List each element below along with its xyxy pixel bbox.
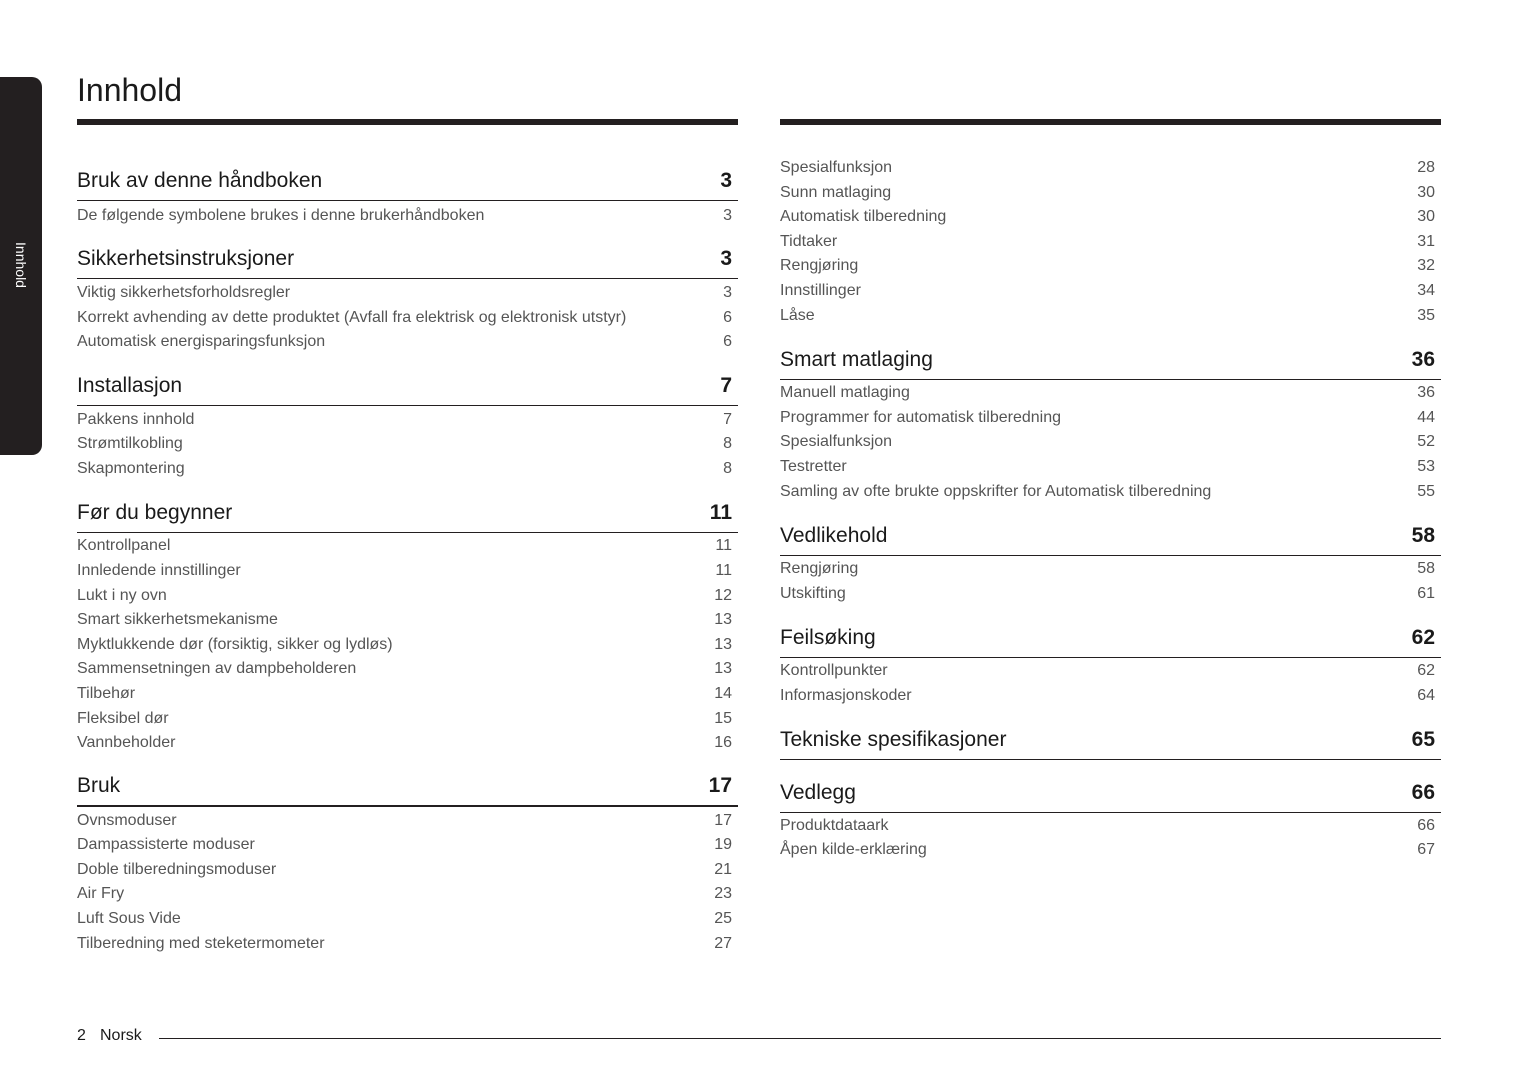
toc-item-page: 13 <box>714 611 732 628</box>
toc-item-title: Fleksibel dør <box>77 710 169 727</box>
toc-section-page: 7 <box>720 374 732 397</box>
toc-item[interactable] <box>780 181 1441 205</box>
toc-item[interactable] <box>780 455 1441 479</box>
toc-section-heading[interactable] <box>780 620 1441 658</box>
toc-item-page: 13 <box>714 636 732 653</box>
title-rule-right <box>780 119 1441 125</box>
toc-section-page: 36 <box>1411 348 1435 371</box>
toc-item[interactable] <box>780 254 1441 278</box>
toc-item-title: Innstillinger <box>780 282 861 299</box>
toc-item-title: Tilbehør <box>77 685 136 702</box>
toc-item[interactable] <box>780 684 1441 708</box>
toc-item-title: Sammensetningen av dampbeholderen <box>77 660 357 677</box>
toc-item-page: 15 <box>714 710 732 727</box>
toc-item-page: 34 <box>1417 282 1435 299</box>
footer-rule <box>159 1038 1441 1039</box>
toc-item-page: 30 <box>1417 208 1435 225</box>
toc-item-page: 61 <box>1417 585 1435 602</box>
toc-item-page: 17 <box>714 812 732 829</box>
toc-item[interactable] <box>780 480 1441 504</box>
toc-item-page: 31 <box>1417 233 1435 250</box>
toc-item-title: Air Fry <box>77 885 125 902</box>
toc-item[interactable] <box>780 381 1441 405</box>
title-rule-left <box>77 119 738 125</box>
toc-item[interactable] <box>77 608 738 632</box>
toc-item-title: Testretter <box>780 458 847 475</box>
toc-item[interactable] <box>780 406 1441 430</box>
toc-item-page: 8 <box>723 460 732 477</box>
toc-section-title: Før du begynner <box>77 501 233 524</box>
toc-item-page: 3 <box>723 207 732 224</box>
toc-section-heading[interactable] <box>780 342 1441 380</box>
toc-item[interactable] <box>77 858 738 882</box>
toc-item[interactable] <box>77 707 738 731</box>
page-title: Innhold <box>77 72 182 108</box>
toc-section-page: 65 <box>1411 728 1435 751</box>
toc-item-title: Myktlukkende dør (forsiktig, sikker og lydløs) <box>77 636 393 653</box>
toc-item[interactable] <box>77 306 738 330</box>
toc-section-title: Sikkerhetsinstruksjoner <box>77 247 295 270</box>
toc-section-heading[interactable] <box>780 722 1441 760</box>
toc-section-page: 66 <box>1411 781 1435 804</box>
toc-item-title: Spesialfunksjon <box>780 433 893 450</box>
toc-item-title: Automatisk tilberedning <box>780 208 947 225</box>
toc-item-title: Utskifting <box>780 585 846 602</box>
toc-item-title: Manuell matlaging <box>780 384 910 401</box>
toc-item[interactable] <box>77 584 738 608</box>
toc-item-page: 13 <box>714 660 732 677</box>
toc-item-title: Smart sikkerhetsmekanisme <box>77 611 278 628</box>
toc-item-title: Tilberedning med steketermometer <box>77 935 325 952</box>
toc-section-page: 62 <box>1411 626 1435 649</box>
toc-section-heading[interactable] <box>77 241 738 279</box>
toc-item[interactable] <box>77 534 738 558</box>
toc-section-heading[interactable] <box>77 495 738 533</box>
toc-item[interactable] <box>77 559 738 583</box>
toc-item[interactable] <box>77 657 738 681</box>
toc-item-title: Automatisk energisparingsfunksjon <box>77 333 326 350</box>
toc-item-page: 32 <box>1417 257 1435 274</box>
toc-item[interactable] <box>77 907 738 931</box>
toc-item[interactable] <box>780 814 1441 838</box>
toc-item[interactable] <box>780 230 1441 254</box>
toc-item-title: Innledende innstillinger <box>77 562 241 579</box>
toc-item[interactable] <box>780 304 1441 328</box>
toc-section-title: Installasjon <box>77 374 183 397</box>
toc-item-page: 19 <box>714 836 732 853</box>
toc-item-title: Vannbeholder <box>77 734 176 751</box>
toc-section-title: Bruk <box>77 774 121 797</box>
toc-item-title: Ovnsmoduser <box>77 812 177 829</box>
toc-item-title: Pakkens innhold <box>77 411 195 428</box>
toc-item-title: Viktig sikkerhetsforholdsregler <box>77 284 291 301</box>
toc-item-title: Lukt i ny ovn <box>77 587 167 604</box>
toc-item-page: 7 <box>723 411 732 428</box>
toc-item-title: Samling av ofte brukte oppskrifter for Automatisk tilberedning <box>780 483 1212 500</box>
toc-item-page: 14 <box>714 685 732 702</box>
toc-item[interactable] <box>77 457 738 481</box>
toc-item[interactable] <box>77 281 738 305</box>
toc-item-title: Kontrollpunkter <box>780 662 888 679</box>
toc-item[interactable] <box>77 204 738 228</box>
toc-item-page: 11 <box>715 537 732 554</box>
toc-item[interactable] <box>780 582 1441 606</box>
toc-item[interactable] <box>780 430 1441 454</box>
toc-item-page: 67 <box>1417 841 1435 858</box>
toc-item-title: Programmer for automatisk tilberedning <box>780 409 1062 426</box>
toc-item-page: 3 <box>723 284 732 301</box>
toc-item-title: Skapmontering <box>77 460 185 477</box>
toc-item-page: 27 <box>714 935 732 952</box>
toc-item-page: 6 <box>723 309 732 326</box>
toc-item-page: 6 <box>723 333 732 350</box>
toc-item[interactable] <box>780 156 1441 180</box>
toc-item-title: Låse <box>780 307 815 324</box>
toc-section-title: Tekniske spesifikasjoner <box>780 728 1007 751</box>
toc-section-heading[interactable] <box>77 368 738 406</box>
toc-item[interactable] <box>780 557 1441 581</box>
toc-item[interactable] <box>77 833 738 857</box>
toc-item-title: Strømtilkobling <box>77 435 183 452</box>
toc-section-heading[interactable] <box>780 775 1441 813</box>
toc-item-title: De følgende symbolene brukes i denne brukerhåndboken <box>77 207 485 224</box>
toc-item-title: Produktdataark <box>780 817 889 834</box>
toc-item-page: 53 <box>1417 458 1435 475</box>
toc-item-page: 52 <box>1417 433 1435 450</box>
toc-item-title: Åpen kilde-erklæring <box>780 841 927 858</box>
toc-section-title: Vedlegg <box>780 781 856 804</box>
toc-item[interactable] <box>77 633 738 657</box>
toc-item[interactable] <box>77 330 738 354</box>
toc-item-title: Doble tilberedningsmoduser <box>77 861 277 878</box>
toc-item[interactable] <box>77 809 738 833</box>
toc-section-page: 58 <box>1411 524 1435 547</box>
toc-item-title: Informasjonskoder <box>780 687 912 704</box>
footer-page-number: 2 <box>77 1027 86 1044</box>
toc-section-title: Bruk av denne håndboken <box>77 169 323 192</box>
toc-item-page: 30 <box>1417 184 1435 201</box>
toc-item-page: 11 <box>715 562 732 579</box>
toc-item-title: Spesialfunksjon <box>780 159 893 176</box>
toc-item-title: Rengjøring <box>780 257 859 274</box>
footer-language: Norsk <box>100 1027 142 1044</box>
toc-item-page: 55 <box>1417 483 1435 500</box>
toc-item[interactable] <box>77 932 738 956</box>
toc-item-page: 12 <box>714 587 732 604</box>
toc-item-page: 16 <box>714 734 732 751</box>
toc-item[interactable] <box>780 838 1441 862</box>
side-tab-label: Innhold <box>13 242 29 288</box>
toc-item-page: 23 <box>714 885 732 902</box>
toc-section-heading[interactable] <box>780 518 1441 556</box>
toc-item[interactable] <box>77 682 738 706</box>
toc-item-title: Luft Sous Vide <box>77 910 181 927</box>
toc-item-page: 66 <box>1417 817 1435 834</box>
toc-item-page: 28 <box>1417 159 1435 176</box>
toc-item-page: 64 <box>1417 687 1435 704</box>
toc-section-page: 17 <box>708 774 732 797</box>
toc-item-page: 44 <box>1417 409 1435 426</box>
toc-section-page: 11 <box>709 501 732 524</box>
toc-item-page: 25 <box>714 910 732 927</box>
toc-item[interactable] <box>77 432 738 456</box>
toc-item-page: 58 <box>1417 560 1435 577</box>
toc-item-title: Rengjøring <box>780 560 859 577</box>
toc-section-title: Feilsøking <box>780 626 876 649</box>
toc-section-heading[interactable] <box>77 163 738 201</box>
toc-item-title: Tidtaker <box>780 233 838 250</box>
toc-item[interactable] <box>780 205 1441 229</box>
toc-item-title: Korrekt avhending av dette produktet (Avfall fra elektrisk og elektronisk utstyr) <box>77 309 627 326</box>
toc-item[interactable] <box>77 882 738 906</box>
toc-item-page: 35 <box>1417 307 1435 324</box>
toc-section-title: Vedlikehold <box>780 524 888 547</box>
toc-item-page: 62 <box>1417 662 1435 679</box>
toc-item[interactable] <box>780 279 1441 303</box>
toc-item-title: Kontrollpanel <box>77 537 171 554</box>
toc-item-page: 36 <box>1417 384 1435 401</box>
toc-item-page: 8 <box>723 435 732 452</box>
toc-item-title: Dampassisterte moduser <box>77 836 255 853</box>
toc-section-title: Smart matlaging <box>780 348 933 371</box>
toc-item[interactable] <box>780 659 1441 683</box>
toc-item[interactable] <box>77 731 738 755</box>
toc-section-page: 3 <box>720 169 732 192</box>
toc-item-page: 21 <box>714 861 732 878</box>
toc-section-heading[interactable] <box>77 769 738 807</box>
toc-section-page: 3 <box>720 247 732 270</box>
toc-item[interactable] <box>77 408 738 432</box>
toc-item-title: Sunn matlaging <box>780 184 892 201</box>
